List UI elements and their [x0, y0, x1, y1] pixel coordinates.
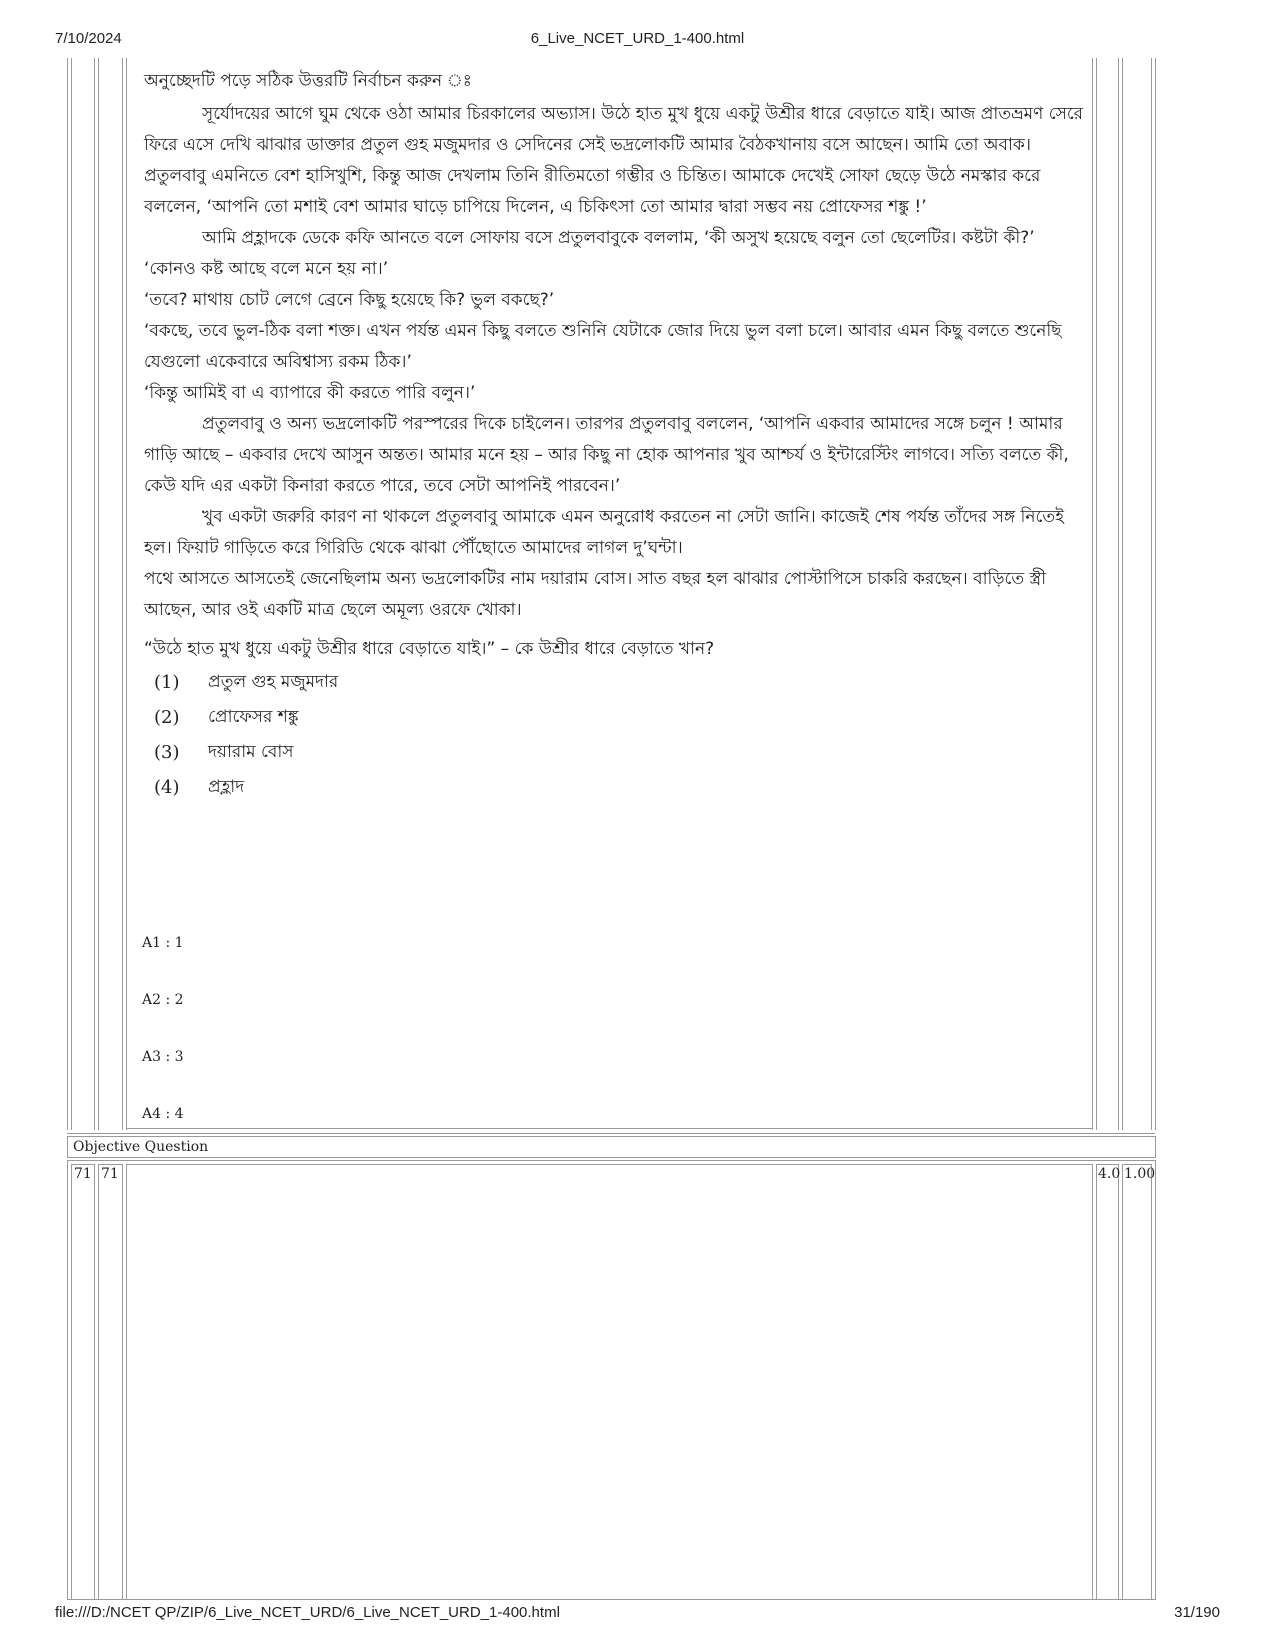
- table-border-marks: [1096, 58, 1097, 1130]
- print-date: 7/10/2024: [55, 30, 122, 47]
- option-item: [144, 700, 1084, 735]
- marks-cell: [1096, 1164, 1119, 1600]
- answer-key: A2 : 2: [142, 992, 184, 1008]
- option-number: (4): [154, 777, 180, 798]
- table-border-marks-right: [1118, 58, 1119, 1130]
- table-border-content-right: [1092, 58, 1093, 1130]
- print-file-path: file:///D:/NCET QP/ZIP/6_Live_NCET_URD/6_Live_NCET_URD_1-400.html: [55, 1604, 560, 1621]
- instruction-text: অনুচ্ছেদটি পড়ে সঠিক উত্তরটি নির্বাচন করুন ঃ: [144, 71, 472, 91]
- passage-paragraph: খুব একটা জরুরি কারণ না থাকলে প্রতুলবাবু আমাকে এমন অনুরোধ করতেন না সেটা জানি। কাজেই শেষ পর্যন্ত তাঁদের সঙ্গ নিতেই হল। ফিয়াট গাড়িতে করে গিরিডি থেকে ঝাঝা পৌঁছোতে আমাদের লাগল দু’ঘন্টা।: [144, 507, 1064, 558]
- print-page-number: 31/190: [1174, 1604, 1220, 1621]
- option-text: প্রহ্লাদ: [208, 777, 245, 797]
- table-border-right-outer: [1155, 58, 1156, 1130]
- question-negative-marks: 1.00: [1124, 1166, 1156, 1182]
- table-border-serial: [94, 58, 95, 1130]
- options-list: [144, 665, 1084, 805]
- table-border-content-left2: [126, 58, 127, 1130]
- negative-cell: [1122, 1164, 1152, 1600]
- passage-paragraph: ‘কিন্তু আমিই বা এ ব্যাপারে কী করতে পারি বলুন।’: [144, 383, 476, 403]
- question-text: “উঠে হাত মুখ ধুয়ে একটু উশ্রীর ধারে বেড়াতে যাই।” – কে উশ্রীর ধারে বেড়াতে খান?: [144, 639, 715, 659]
- table-border-content-left: [122, 58, 123, 1130]
- table-bottom: [67, 1133, 1155, 1134]
- question-content: [144, 66, 1084, 805]
- question-serial: 71: [74, 1166, 92, 1182]
- table-border-neg: [1122, 58, 1123, 1130]
- question-type-row: [67, 1136, 1156, 1158]
- passage-paragraph: ‘কোনও কষ্ট আছে বলে মনে হয় না।’: [144, 259, 389, 279]
- question-marks: 4.0: [1098, 1166, 1121, 1182]
- number-cell: [98, 1164, 123, 1600]
- answer-key: A4 : 4: [142, 1106, 184, 1122]
- passage-paragraph: প্রতুলবাবু ও অন্য ভদ্রলোকটি পরস্পরের দিকে চাইলেন। তারপর প্রতুলবাবু বললেন, ‘আপনি একবার আমাদের সঙ্গে চলুন ! আমার গাড়ি আছে – একবার দেখে আসুন অন্তত। আমার মনে হয় – আর কিছু না হোক আপনার খুব আশ্চর্য ও ইন্টারেস্টিং লাগবে। সত্যি বলতে কী, কেউ যদি এর একটা কিনারা করতে পারে, তবে সেটা আপনিই পারবেন।’: [144, 414, 1069, 496]
- option-item: [144, 735, 1084, 770]
- print-title: 6_Live_NCET_URD_1-400.html: [530, 30, 745, 47]
- table-border-left-inner: [71, 58, 72, 1130]
- passage-paragraph: ‘বকছে, তবে ভুল-ঠিক বলা শক্ত। এখন পর্যন্ত এমন কিছু বলতে শুনিনি যেটাকে জোর দিয়ে ভুল বলা চলে। আবার এমন কিছু বলতে শুনেছি যেগুলো একেবারে অবিশ্বাস্য রকম ঠিক।’: [144, 321, 1062, 372]
- answer-key: A1 : 1: [142, 935, 184, 951]
- answer-key: A3 : 3: [142, 1049, 184, 1065]
- serial-cell: [71, 1164, 95, 1600]
- option-item: [144, 770, 1084, 805]
- question-type-label: Objective Question: [73, 1139, 209, 1155]
- option-text: প্রতুল গুহ মজুমদার: [208, 672, 339, 692]
- option-number: (3): [154, 742, 180, 763]
- table-border-left-outer: [67, 58, 68, 1130]
- question-number: 71: [101, 1166, 119, 1182]
- table-border-right-inner: [1151, 58, 1152, 1130]
- option-number: (2): [154, 707, 180, 728]
- passage-paragraph: ‘তবে? মাথায় চোট লেগে ব্রেনে কিছু হয়েছে কি? ভুল বকছে?’: [144, 290, 555, 310]
- table-border-number: [98, 58, 99, 1130]
- passage-paragraph: সূর্যোদয়ের আগে ঘুম থেকে ওঠা আমার চিরকালের অভ্যাস। উঠে হাত মুখ ধুয়ে একটু উশ্রীর ধারে বেড়াতে যাই। আজ প্রাতভ্রমণ সেরে ফিরে এসে দেখি ঝাঝার ডাক্তার প্রতুল গুহ মজুমদার ও সেদিনের সেই ভদ্রলোকটি আমার বৈঠকখানায় বসে আছেন। আমি তো অবাক। প্রতুলবাবু এমনিতে বেশ হাসিখুশি, কিন্তু আজ দেখলাম তিনি রীতিমতো গম্ভীর ও চিন্তিত। আমাকে দেখেই সোফা ছেড়ে উঠে নমস্কার করে বললেন, ‘আপনি তো মশাই বেশ আমার ঘাড়ে চাপিয়ে দিলেন, এ চিকিৎসা তো আমার দ্বারা সম্ভব নয় প্রোফেসর শঙ্কু !’: [144, 104, 1084, 217]
- passage-paragraph: পথে আসতে আসতেই জেনেছিলাম অন্য ভদ্রলোকটির নাম দয়ারাম বোস। সাত বছর হল ঝাঝার পোস্টাপিসে চাকরি করছেন। বাড়িতে স্ত্রী আছেন, আর ওই একটি মাত্র ছেলে অমূল্য ওরফে খোকা।: [144, 569, 1047, 620]
- option-text: প্রোফেসর শঙ্কু: [208, 707, 299, 727]
- content-cell: [126, 1164, 1093, 1600]
- option-number: (1): [154, 672, 180, 693]
- table-content-bottom: [126, 1128, 1092, 1129]
- option-text: দয়ারাম বোস: [208, 742, 294, 762]
- passage-paragraph: আমি প্রহ্লাদকে ডেকে কফি আনতে বলে সোফায় বসে প্রতুলবাবুকে বললাম, ‘কী অসুখ হয়েছে বলুন তো ছেলেটির। কষ্টটা কী?’: [202, 228, 1035, 248]
- option-item: [144, 665, 1084, 700]
